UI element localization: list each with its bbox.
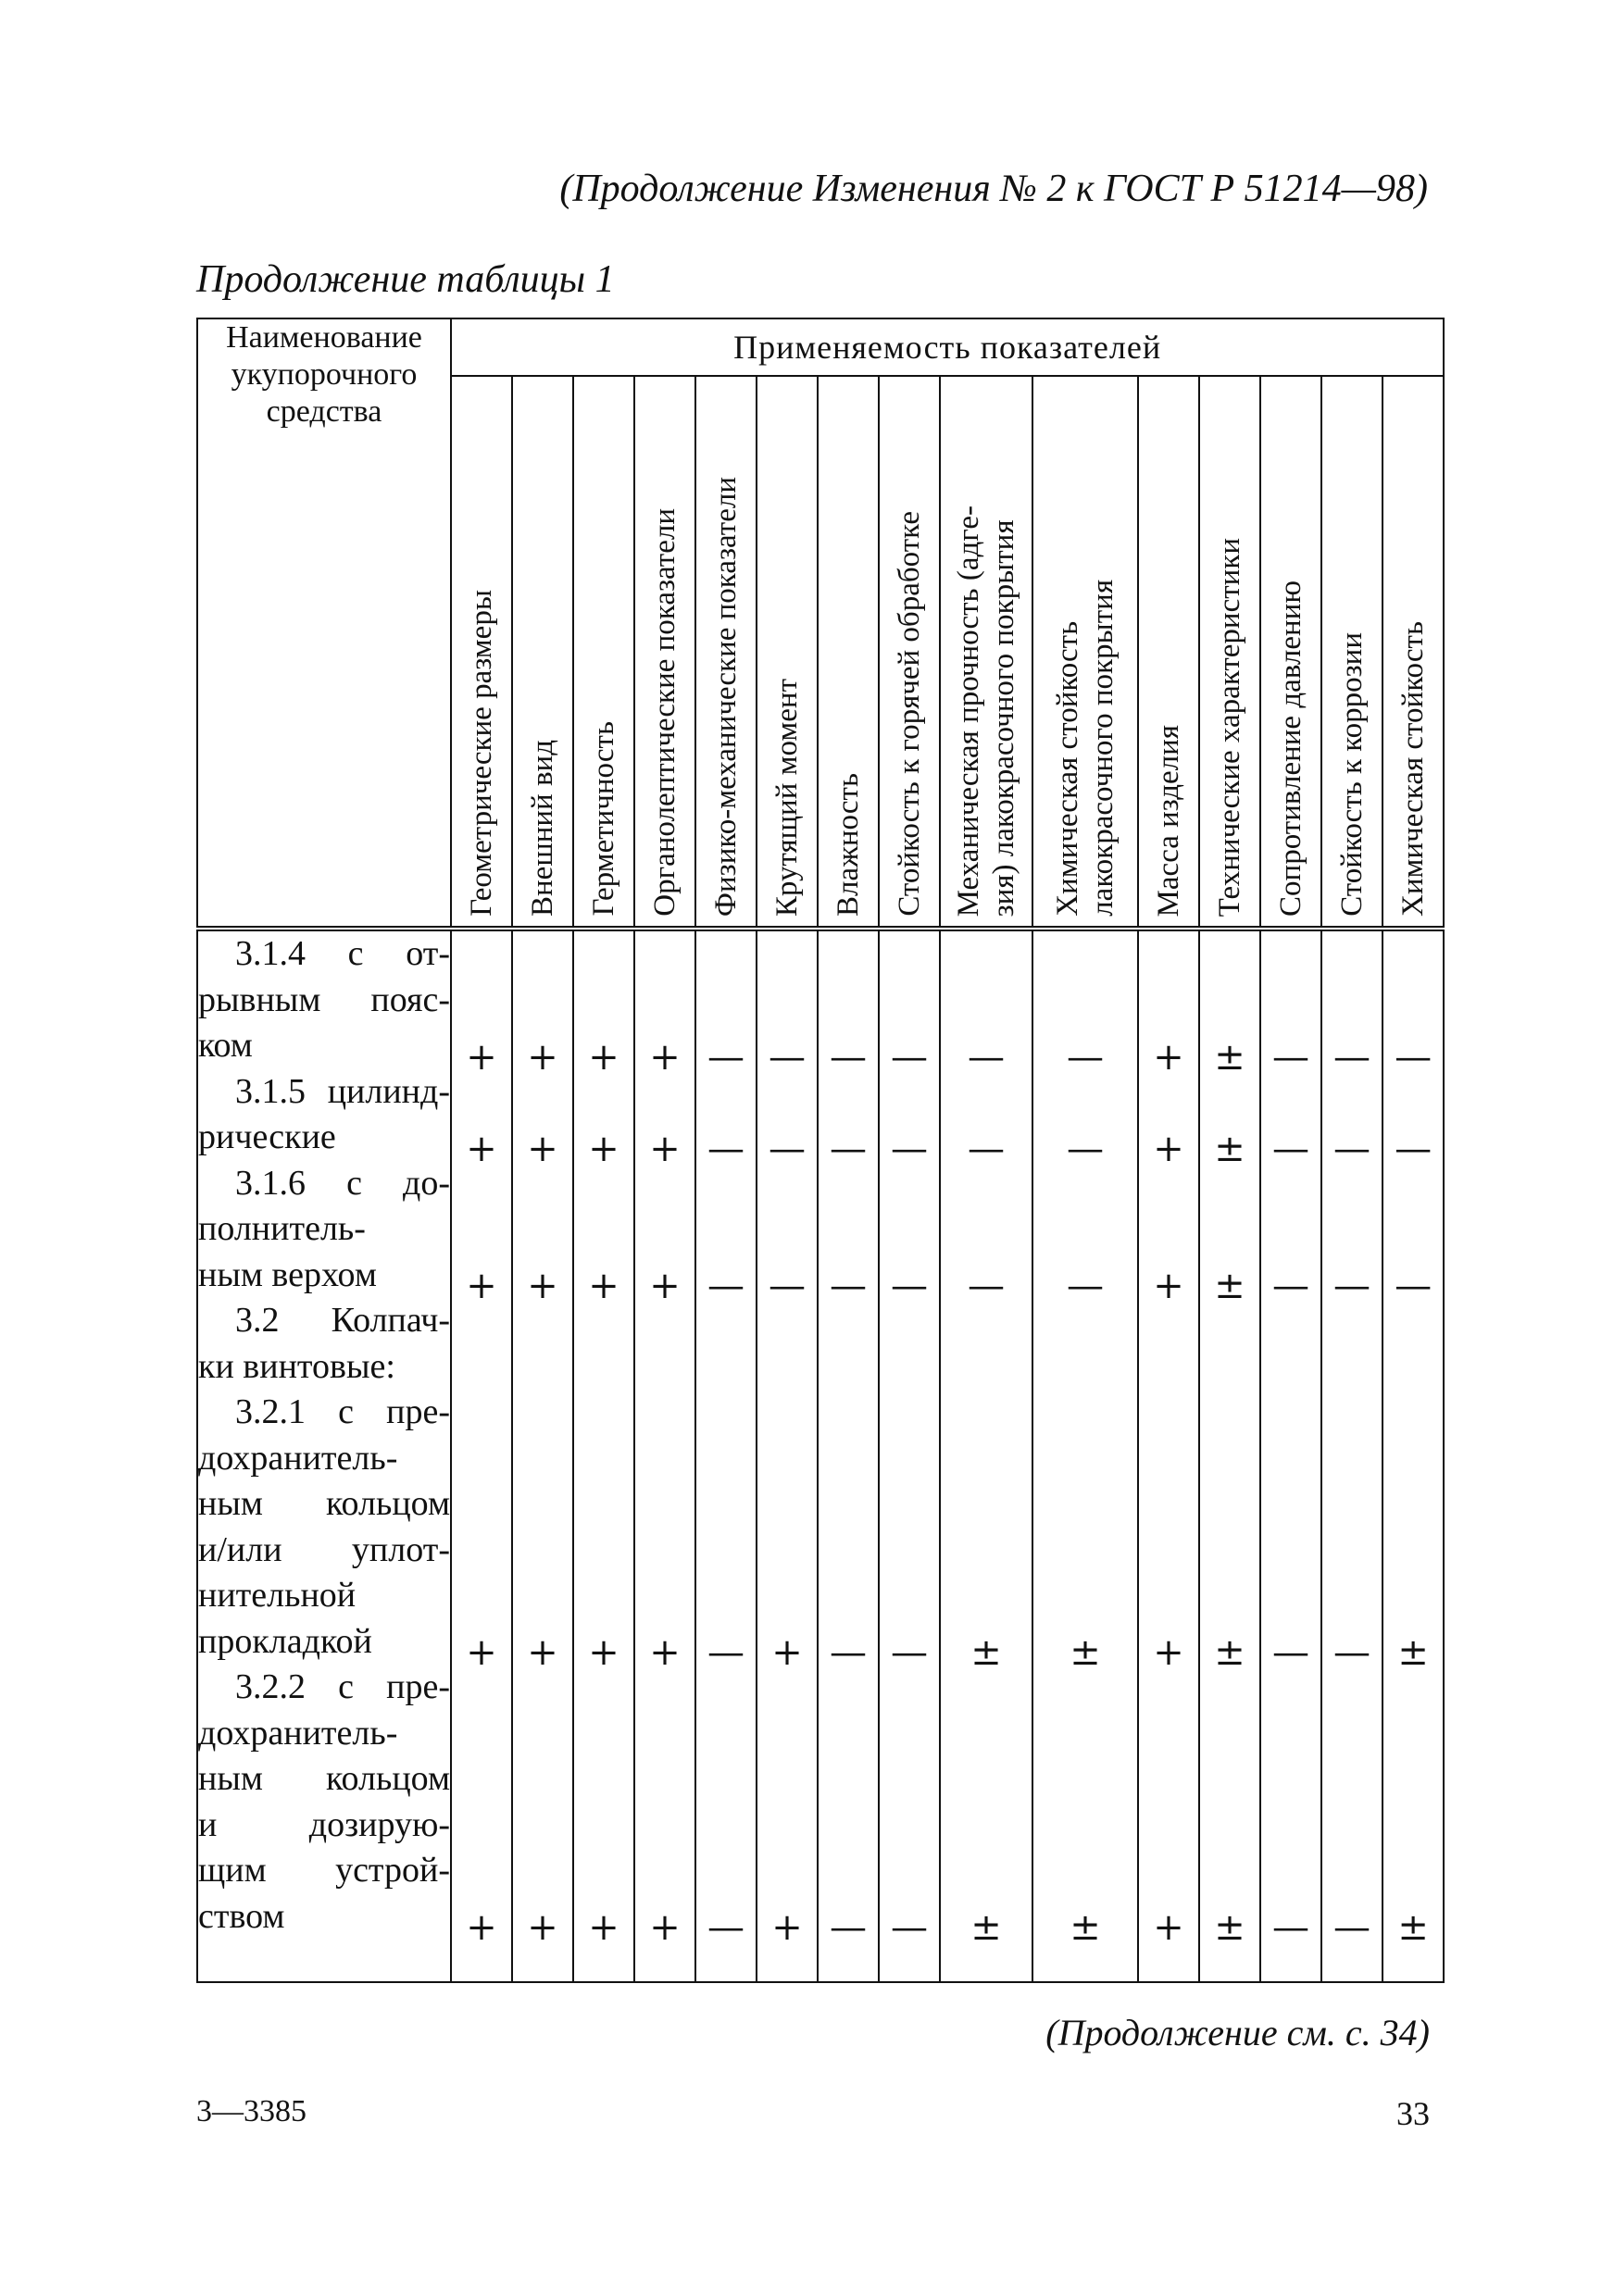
value-plus: + xyxy=(466,1127,497,1170)
value-dash: — xyxy=(707,1127,744,1170)
value-plus: + xyxy=(588,1127,619,1170)
column-header-1 xyxy=(451,376,512,929)
value-dash: — xyxy=(769,1127,806,1170)
value-plus: + xyxy=(527,1035,558,1079)
row-name xyxy=(198,1390,450,1665)
row-name-line: 3.2 Колпач- xyxy=(235,1301,450,1340)
document-header: (Продолжение Изменения № 2 к ГОСТ Р 51214—98) xyxy=(559,168,1428,210)
value-plus: + xyxy=(527,1906,558,1950)
values-column-7 xyxy=(818,929,879,1982)
values-column-1 xyxy=(451,929,512,1982)
column-header-13 xyxy=(1260,376,1321,929)
row-name-line: ным кольцом xyxy=(198,1484,450,1523)
row-name-line: дохранитель- xyxy=(198,1713,398,1753)
value-plus-minus: ± xyxy=(1214,1127,1245,1170)
value-plus: + xyxy=(527,1265,558,1308)
column-header-11 xyxy=(1138,376,1199,929)
value-plus: + xyxy=(466,1631,497,1675)
value-plus: + xyxy=(588,1906,619,1950)
row-name-line: рывным пояс- xyxy=(198,980,450,1019)
value-plus: + xyxy=(649,1631,681,1675)
row-name-line: ки винтовые: xyxy=(198,1346,395,1386)
column-header-3 xyxy=(573,376,634,929)
values-column-8 xyxy=(879,929,940,1982)
value-dash: — xyxy=(1395,1035,1433,1079)
column-header-9 xyxy=(940,376,1032,929)
group-header-applicability: Применяемость показателей xyxy=(451,318,1444,376)
values-column-15 xyxy=(1383,929,1444,1982)
value-plus-minus: ± xyxy=(970,1906,1002,1950)
row-name-line: прокладкой xyxy=(198,1621,372,1661)
column-header-7 xyxy=(818,376,879,929)
value-dash: — xyxy=(1067,1127,1104,1170)
values-column-9 xyxy=(940,929,1032,1982)
value-plus-minus: ± xyxy=(1214,1035,1245,1079)
value-dash: — xyxy=(1272,1631,1309,1675)
value-plus: + xyxy=(466,1906,497,1950)
row-name-line: щим устрой- xyxy=(198,1851,450,1890)
value-dash: — xyxy=(707,1035,744,1079)
values-column-11 xyxy=(1138,929,1199,1982)
value-plus-minus: ± xyxy=(1070,1906,1101,1950)
value-plus: + xyxy=(466,1265,497,1308)
column-header-12 xyxy=(1199,376,1260,929)
value-plus: + xyxy=(649,1035,681,1079)
value-plus: + xyxy=(588,1631,619,1675)
column-header-label: Химическая стойкость лакокрасочного покрытия xyxy=(1051,580,1120,917)
column-header-4 xyxy=(634,376,695,929)
value-dash: — xyxy=(891,1631,928,1675)
values-column-3 xyxy=(573,929,634,1982)
row-name-line: нительной xyxy=(198,1576,357,1615)
value-plus: + xyxy=(1153,1127,1184,1170)
value-dash: — xyxy=(830,1035,867,1079)
value-dash: — xyxy=(1272,1035,1309,1079)
value-dash: — xyxy=(1395,1265,1433,1308)
row-name xyxy=(198,1665,450,1940)
value-dash: — xyxy=(1333,1265,1370,1308)
value-dash: — xyxy=(1272,1906,1309,1950)
row-name xyxy=(198,1069,450,1161)
values-column-2 xyxy=(512,929,573,1982)
value-dash: — xyxy=(1333,1127,1370,1170)
value-dash: — xyxy=(1333,1631,1370,1675)
value-dash: — xyxy=(769,1265,806,1308)
value-plus: + xyxy=(1153,1035,1184,1079)
value-plus-minus: ± xyxy=(1214,1631,1245,1675)
value-plus-minus: ± xyxy=(1214,1265,1245,1308)
value-dash: — xyxy=(1272,1265,1309,1308)
column-header-label: Геометрические размеры xyxy=(465,590,498,917)
column-header-label: Крутящий момент xyxy=(770,678,804,917)
row-names-cell xyxy=(197,929,451,1982)
value-dash: — xyxy=(1067,1265,1104,1308)
value-dash: — xyxy=(830,1265,867,1308)
value-dash: — xyxy=(830,1127,867,1170)
page-code: 3—3385 xyxy=(196,2094,307,2128)
value-dash: — xyxy=(1333,1035,1370,1079)
value-plus-minus: ± xyxy=(1397,1906,1429,1950)
value-dash: — xyxy=(891,1265,928,1308)
table-body-row xyxy=(197,929,1444,1982)
value-dash: — xyxy=(968,1035,1005,1079)
row-name-line: ным кольцом xyxy=(198,1759,450,1798)
row-name xyxy=(198,931,450,1069)
column-header-label: Влажность xyxy=(832,772,865,917)
table-caption: Продолжение таблицы 1 xyxy=(196,258,615,301)
value-plus: + xyxy=(1153,1906,1184,1950)
value-dash: — xyxy=(891,1906,928,1950)
column-header-label: Органолептические показатели xyxy=(648,508,682,917)
value-dash: — xyxy=(707,1906,744,1950)
applicability-table xyxy=(196,318,1445,1983)
value-plus-minus: ± xyxy=(970,1631,1002,1675)
row-name-line: 3.2.1 с пре- xyxy=(235,1392,450,1431)
value-dash: — xyxy=(707,1265,744,1308)
column-header-10 xyxy=(1032,376,1138,929)
value-dash: — xyxy=(769,1035,806,1079)
row-name-line: рические xyxy=(198,1117,336,1156)
column-header-label: Внешний вид xyxy=(526,740,559,917)
column-header-8 xyxy=(879,376,940,929)
values-column-14 xyxy=(1321,929,1383,1982)
row-name-line: 3.1.4 с от- xyxy=(235,934,450,973)
value-dash: — xyxy=(1333,1906,1370,1950)
values-column-12 xyxy=(1199,929,1260,1982)
value-plus-minus: ± xyxy=(1070,1631,1101,1675)
row-name-line: ством xyxy=(198,1896,285,1936)
value-plus: + xyxy=(771,1906,803,1950)
column-header-6 xyxy=(757,376,818,929)
value-plus: + xyxy=(527,1631,558,1675)
column-header-15 xyxy=(1383,376,1444,929)
column-header-label: Герметичность xyxy=(587,721,620,917)
row-name-line: ным верхом xyxy=(198,1254,377,1294)
value-dash: — xyxy=(891,1127,928,1170)
column-header-label: Стойкость к горячей обработке xyxy=(893,511,926,917)
values-column-13 xyxy=(1260,929,1321,1982)
column-header-label: Стойкость к коррозии xyxy=(1335,632,1369,917)
value-plus-minus: ± xyxy=(1397,1631,1429,1675)
row-name-line: 3.1.5 цилинд- xyxy=(235,1071,450,1111)
value-dash: — xyxy=(968,1265,1005,1308)
row-name-line: и дозирую- xyxy=(198,1804,450,1844)
values-column-6 xyxy=(757,929,818,1982)
column-header-label: Технические характеристики xyxy=(1213,537,1246,917)
page-number: 33 xyxy=(1396,2095,1430,2132)
row-name-line: полнитель- xyxy=(198,1209,366,1248)
value-plus: + xyxy=(649,1127,681,1170)
column-header-2 xyxy=(512,376,573,929)
value-dash: — xyxy=(1067,1035,1104,1079)
values-column-5 xyxy=(695,929,757,1982)
row-name-line: ком xyxy=(198,1026,253,1065)
column-header-5 xyxy=(695,376,757,929)
column-header-label: Физико-механические показатели xyxy=(709,476,743,917)
row-name-line: 3.2.2 с пре- xyxy=(235,1667,450,1706)
column-header-label: Масса изделия xyxy=(1152,724,1185,917)
column-header-name-text: Наименование укупорочного средства xyxy=(226,320,422,429)
column-header-label: Сопротивление давлению xyxy=(1274,580,1307,917)
value-plus: + xyxy=(771,1631,803,1675)
value-plus: + xyxy=(527,1127,558,1170)
table-group-header-row xyxy=(197,318,1444,376)
values-column-4 xyxy=(634,929,695,1982)
column-header-14 xyxy=(1321,376,1383,929)
column-header-label: Химическая стойкость xyxy=(1396,621,1431,917)
row-name xyxy=(198,1298,450,1390)
value-plus: + xyxy=(1153,1631,1184,1675)
value-plus: + xyxy=(1153,1265,1184,1308)
value-dash: — xyxy=(707,1631,744,1675)
continuation-note: (Продолжение см. с. 34) xyxy=(1045,2012,1430,2053)
row-name-line: и/или уплот- xyxy=(198,1529,450,1569)
value-dash: — xyxy=(891,1035,928,1079)
value-dash: — xyxy=(1395,1127,1433,1170)
value-plus: + xyxy=(588,1265,619,1308)
value-dash: — xyxy=(830,1906,867,1950)
value-dash: — xyxy=(830,1631,867,1675)
column-header-label: Механическая прочность (адге- зия) лакокрасочного покрытия xyxy=(952,505,1020,917)
value-dash: — xyxy=(968,1127,1005,1170)
row-name xyxy=(198,1161,450,1299)
value-plus: + xyxy=(466,1035,497,1079)
value-plus-minus: ± xyxy=(1214,1906,1245,1950)
row-name-line: 3.1.6 с до- xyxy=(235,1163,450,1203)
value-plus: + xyxy=(588,1035,619,1079)
value-plus: + xyxy=(649,1265,681,1308)
value-dash: — xyxy=(1272,1127,1309,1170)
column-header-name xyxy=(197,318,451,929)
value-plus: + xyxy=(649,1906,681,1950)
row-name-line: дохранитель- xyxy=(198,1438,398,1478)
values-column-10 xyxy=(1032,929,1138,1982)
